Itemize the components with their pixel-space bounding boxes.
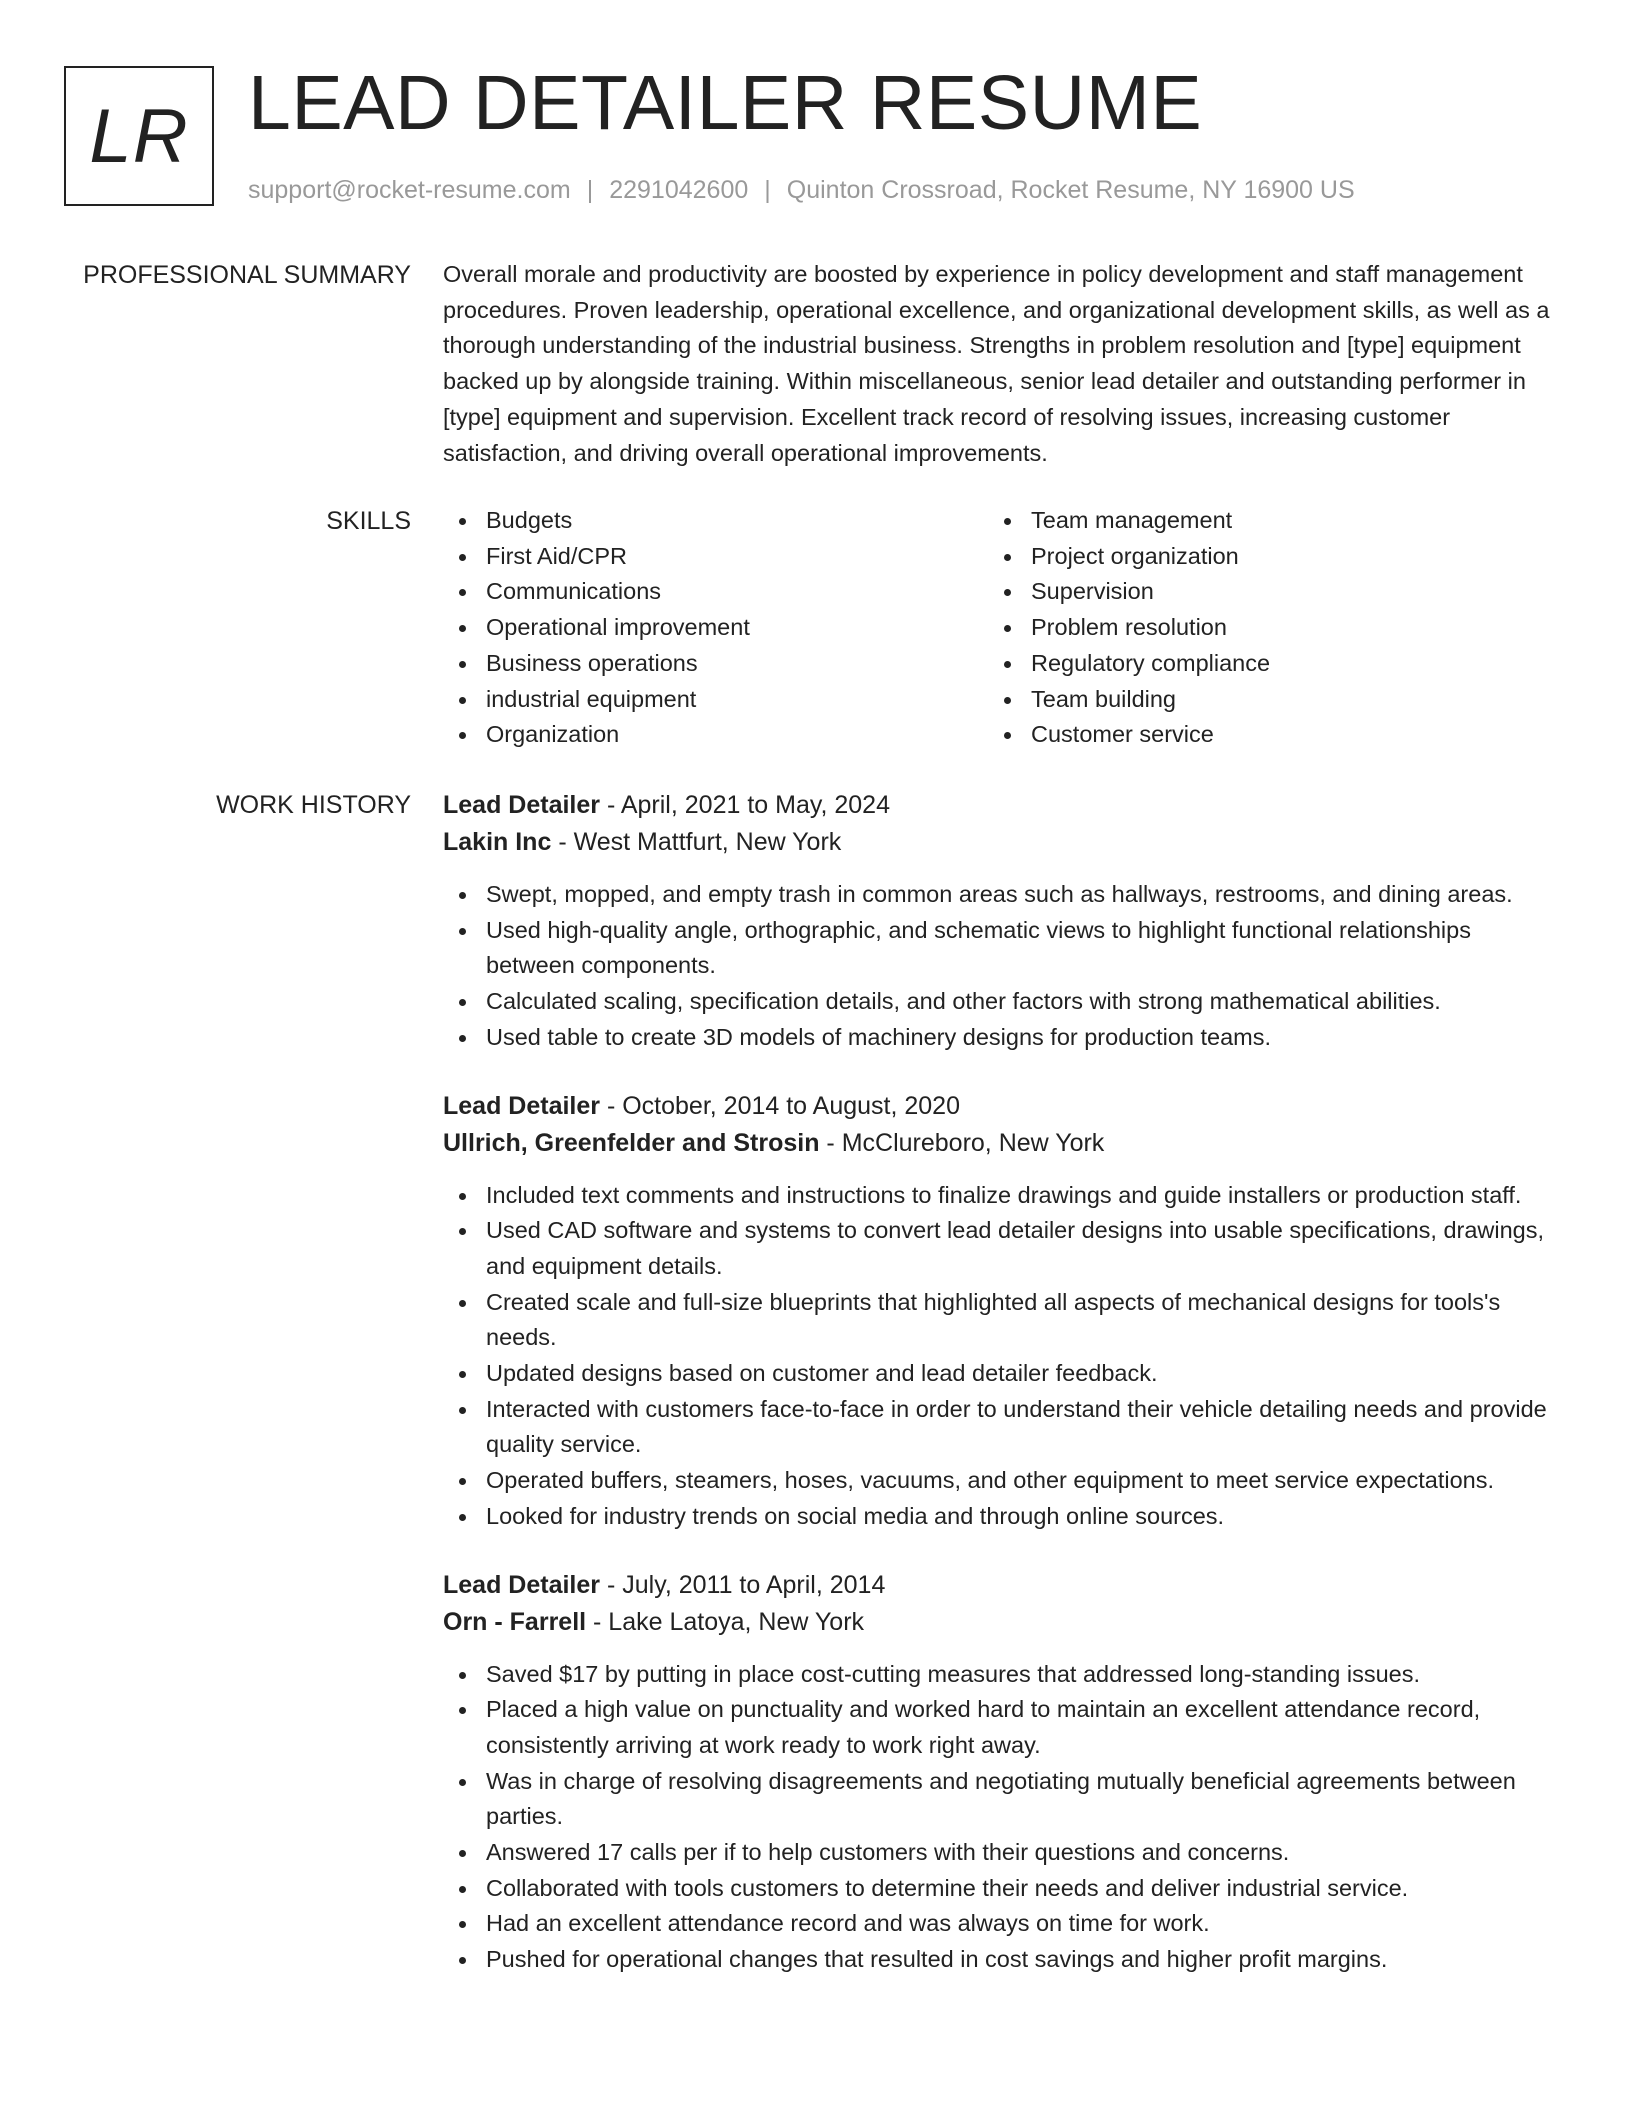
monogram-logo: LR (64, 66, 214, 206)
job-bullet: Calculated scaling, specification details, and other factors with strong mathematical abilities. (443, 984, 1558, 1020)
skill-item: Supervision (988, 574, 1533, 610)
skills-column-right (988, 503, 1533, 753)
contact-address: Quinton Crossroad, Rocket Resume, NY 16900 US (786, 176, 1355, 204)
job-bullet: Used table to create 3D models of machinery designs for production teams. (443, 1020, 1558, 1056)
skill-item: Team building (988, 682, 1533, 718)
section-label-summary: PROFESSIONAL SUMMARY (83, 261, 411, 289)
job-company: Lakin Inc (443, 828, 552, 856)
skill-item: Business operations (443, 646, 988, 682)
job-company-line (443, 1125, 1558, 1162)
job-location: - McClureboro, New York (819, 1128, 1105, 1157)
contact-line (248, 172, 1355, 208)
section-label-work-history: WORK HISTORY (216, 791, 411, 819)
skill-item: Project organization (988, 539, 1533, 575)
skills-column-left (443, 503, 988, 753)
skill-item: industrial equipment (443, 682, 988, 718)
job-dates: - July, 2011 to April, 2014 (600, 1570, 886, 1599)
job-entry (443, 1088, 1558, 1535)
job-bullet-list (443, 1657, 1558, 1978)
job-title-line (443, 1567, 1558, 1604)
skill-item: Organization (443, 717, 988, 753)
contact-separator: | (764, 176, 771, 204)
job-title-line (443, 1088, 1558, 1125)
summary-body (443, 257, 1558, 471)
skill-item: First Aid/CPR (443, 539, 988, 575)
job-entry (443, 787, 1558, 1056)
skill-item: Communications (443, 574, 988, 610)
job-bullet: Used high-quality angle, orthographic, and schematic views to highlight functional relationships between components. (443, 913, 1558, 984)
job-bullet: Was in charge of resolving disagreements and negotiating mutually beneficial agreements between parties. (443, 1764, 1558, 1835)
summary-text: Overall morale and productivity are boosted by experience in policy development and staff management procedures. Proven leadership, operational excellence, and organizational development skills, as well as a thorough understanding of the industrial business. Strengths in problem resolution and [type] equipment backed up by alongside training. Within miscellaneous, senior lead detailer and outstanding performer in [type] equipment and supervision. Excellent track record of resolving issues, increasing customer satisfaction, and driving overall operational improvements. (443, 261, 1550, 466)
job-bullet: Placed a high value on punctuality and worked hard to maintain an excellent attendance record, consistently arriving at work ready to work right away. (443, 1692, 1558, 1763)
job-bullet: Included text comments and instructions to finalize drawings and guide installers or production staff. (443, 1178, 1558, 1214)
skills-body (443, 503, 1558, 753)
skill-item: Team management (988, 503, 1533, 539)
skill-item: Operational improvement (443, 610, 988, 646)
job-title: Lead Detailer (443, 1570, 601, 1599)
job-company-line (443, 1604, 1558, 1641)
job-location: - West Mattfurt, New York (551, 828, 842, 856)
job-bullet: Saved $17 by putting in place cost-cutting measures that addressed long-standing issues. (443, 1657, 1558, 1693)
job-bullet: Interacted with customers face-to-face in order to understand their vehicle detailing needs and provide quality service. (443, 1392, 1558, 1463)
job-bullet: Collaborated with tools customers to determine their needs and deliver industrial service. (443, 1871, 1558, 1907)
job-bullet: Looked for industry trends on social media and through online sources. (443, 1499, 1558, 1535)
job-bullet-list (443, 877, 1558, 1056)
job-bullet: Used CAD software and systems to convert lead detailer designs into usable specifications, drawings, and equipment details. (443, 1213, 1558, 1284)
job-bullet: Updated designs based on customer and lead detailer feedback. (443, 1356, 1558, 1392)
work-history-body (443, 787, 1558, 2010)
skills-columns (443, 503, 1558, 753)
job-dates: - April, 2021 to May, 2024 (600, 791, 890, 819)
job-company: Ullrich, Greenfelder and Strosin (443, 1128, 820, 1157)
job-bullet: Operated buffers, steamers, hoses, vacuums, and other equipment to meet service expectations. (443, 1463, 1558, 1499)
job-bullet: Created scale and full-size blueprints that highlighted all aspects of mechanical designs for tools's needs. (443, 1285, 1558, 1356)
skill-item: Regulatory compliance (988, 646, 1533, 682)
job-bullet: Pushed for operational changes that resulted in cost savings and higher profit margins. (443, 1942, 1558, 1978)
contact-phone: 2291042600 (609, 176, 749, 204)
job-entry (443, 1567, 1558, 1978)
job-company-line (443, 824, 1558, 861)
section-label-skills: SKILLS (326, 507, 411, 535)
job-bullet-list (443, 1178, 1558, 1535)
page-title: LEAD DETAILER RESUME (248, 60, 1203, 146)
job-bullet: Had an excellent attendance record and was always on time for work. (443, 1906, 1558, 1942)
contact-email: support@rocket-resume.com (248, 176, 571, 204)
skill-item: Problem resolution (988, 610, 1533, 646)
job-dates: - October, 2014 to August, 2020 (600, 1091, 960, 1120)
job-bullet: Swept, mopped, and empty trash in common areas such as hallways, restrooms, and dining areas. (443, 877, 1558, 913)
job-title: Lead Detailer (443, 791, 601, 819)
skill-item: Customer service (988, 717, 1533, 753)
job-title: Lead Detailer (443, 1091, 601, 1120)
job-title-line (443, 787, 1558, 824)
contact-separator: | (586, 176, 594, 204)
job-location: - Lake Latoya, New York (586, 1607, 865, 1636)
skill-item: Budgets (443, 503, 988, 539)
job-bullet: Answered 17 calls per if to help customers with their questions and concerns. (443, 1835, 1558, 1871)
job-company: Orn - Farrell (443, 1607, 587, 1636)
